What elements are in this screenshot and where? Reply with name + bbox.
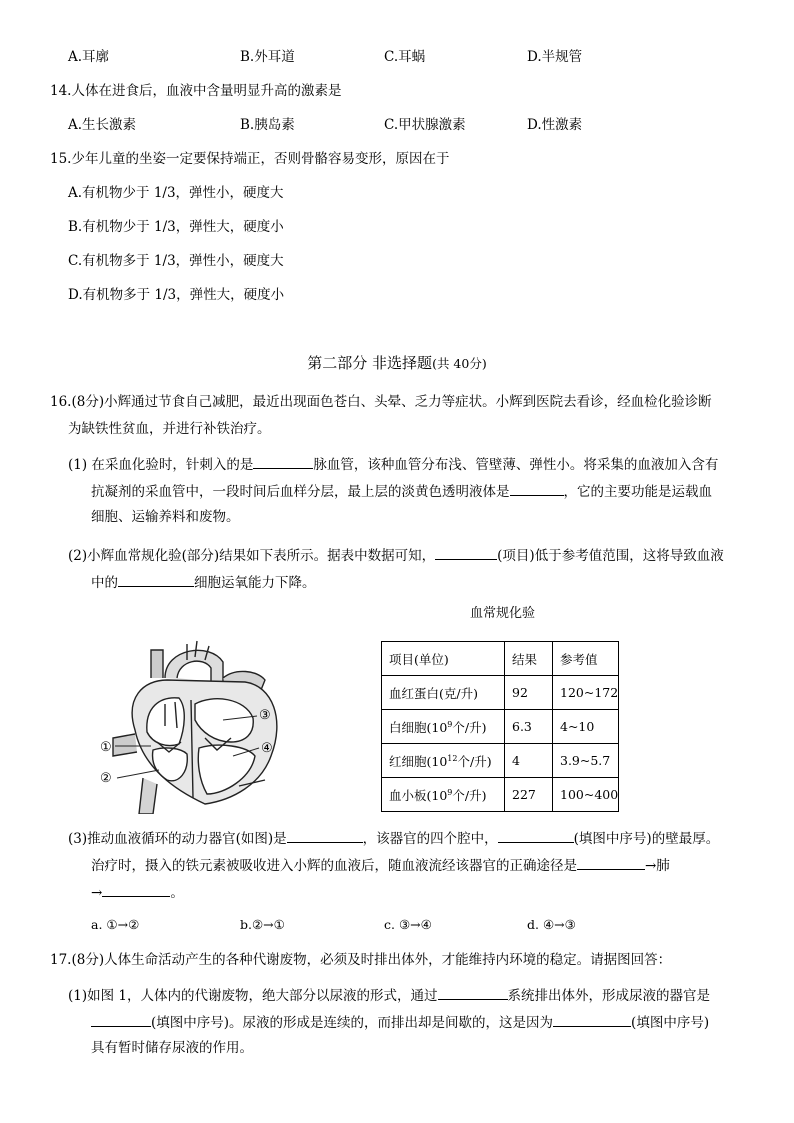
table-cell-ref: 100~400 <box>553 778 619 812</box>
table-cell-ref: 4~10 <box>553 710 619 744</box>
table-row <box>382 710 619 744</box>
q16-part3-option-c: c. ③→④ <box>384 917 432 932</box>
q16-part3-line3: → 。 <box>91 881 184 903</box>
q13-option-a: A.耳廓 <box>68 49 110 65</box>
q16-part1-line1: (1) 在采血化验时，针刺入的是 脉血管，该种血管分布浅、管壁薄、弹性小。将采集的血液加入含有 <box>68 453 718 475</box>
q14-option-d: D.性激素 <box>527 117 583 133</box>
q13-option-b: B.外耳道 <box>240 49 295 65</box>
q16-part1-line2: 抗凝剂的采血管中，一段时间后血样分层，最上层的淡黄色透明液体是 ，它的主要功能是运载血 <box>91 480 712 502</box>
section-title: 第二部分 非选择题(共 40分) <box>307 354 487 372</box>
heart-label-3: ③ <box>259 708 271 723</box>
q14-option-c: C.甲状腺激素 <box>384 117 466 133</box>
table-cell-item: 红细胞($10^{12}$个/升) <box>382 744 505 778</box>
answer-blank[interactable] <box>510 480 564 496</box>
q16-part3-option-d: d. ④→③ <box>527 917 576 932</box>
answer-blank[interactable] <box>118 571 194 587</box>
q16-part3-line2: 治疗时，摄入的铁元素被吸收进入小辉的血液后，随血液流经该器官的正确途径是 →肺 <box>91 854 670 876</box>
heart-label-1: ① <box>100 740 112 755</box>
table-header-item: 项目(单位) <box>382 642 505 676</box>
q16-part2-line1: (2)小辉血常规化验(部分)结果如下表所示。据表中数据可知， (项目)低于参考值范围，这将导致血液 <box>68 544 724 566</box>
answer-blank[interactable] <box>577 854 645 870</box>
q17-part1-line2: (填图中序号)。尿液的形成是连续的，而排出却是间歇的，这是因为 (填图中序号) <box>91 1011 709 1033</box>
q15-option-a: A.有机物少于 1/3，弹性小，硬度大 <box>68 185 284 201</box>
q16-part3-option-b: b.②→① <box>240 917 285 932</box>
q13-option-d: D.半规管 <box>527 49 583 65</box>
answer-blank[interactable] <box>435 544 497 560</box>
q15-option-d: D.有机物多于 1/3，弹性大，硬度小 <box>68 287 285 303</box>
q16-part3-option-a: a. ①→② <box>91 917 140 932</box>
q16-part3-line1: (3)推动血液循环的动力器官(如图)是 ，该器官的四个腔中， (填图中序号)的壁最厚。 <box>68 827 719 849</box>
q14-stem: 14.人体在进食后，血液中含量明显升高的激素是 <box>50 83 342 99</box>
table-title: 血常规化验 <box>470 606 536 621</box>
answer-blank[interactable] <box>287 827 363 843</box>
answer-blank[interactable] <box>498 827 574 843</box>
table-cell-result: 4 <box>505 744 553 778</box>
answer-blank[interactable] <box>102 881 170 897</box>
table-header-ref: 参考值 <box>553 642 619 676</box>
table-cell-item: 血红蛋白(克/升) <box>382 676 505 710</box>
q16-part2-line2: 中的 细胞运氧能力下降。 <box>91 571 316 593</box>
table-cell-result: 92 <box>505 676 553 710</box>
q15-option-c: C.有机物多于 1/3，弹性小，硬度大 <box>68 253 284 269</box>
q17-part1-line1: (1)如图 1，人体内的代谢废物，绝大部分以尿液的形式，通过 系统排出体外，形成尿液的器官是 <box>68 984 710 1006</box>
q17-part1-line3: 具有暂时储存尿液的作用。 <box>91 1040 253 1056</box>
table-cell-ref: 3.9~5.7 <box>553 744 619 778</box>
table-header-row <box>382 642 619 676</box>
q15-option-b: B.有机物少于 1/3，弹性大，硬度小 <box>68 219 284 235</box>
q17-stem: 17.(8分)人体生命活动产生的各种代谢废物，必须及时排出体外，才能维持内环境的稳定。请据图回答： <box>50 952 672 968</box>
q16-stem-line1: 16.(8分)小辉通过节食自己减肥，最近出现面色苍白、头晕、乏力等症状。小辉到医院去看诊，经血检化验诊断 <box>50 394 712 410</box>
q14-option-b: B.胰岛素 <box>240 117 295 133</box>
answer-blank[interactable] <box>438 984 508 1000</box>
table-row <box>382 778 619 812</box>
q14-option-a: A.生长激素 <box>68 117 137 133</box>
answer-blank[interactable] <box>253 453 313 469</box>
answer-blank[interactable] <box>553 1011 631 1027</box>
table-cell-item: 血小板($10^9$个/升) <box>382 778 505 812</box>
table-cell-result: 6.3 <box>505 710 553 744</box>
table-row <box>382 744 619 778</box>
blood-test-table <box>381 641 619 812</box>
table-cell-result: 227 <box>505 778 553 812</box>
heart-label-2: ② <box>100 771 112 786</box>
answer-blank[interactable] <box>91 1011 151 1027</box>
heart-label-4: ④ <box>261 741 273 756</box>
table-cell-ref: 120~172 <box>553 676 619 710</box>
q16-stem-line2: 为缺铁性贫血，并进行补铁治疗。 <box>68 421 271 437</box>
q16-part1-line3: 细胞、运输养料和废物。 <box>91 509 240 525</box>
q13-option-c: C.耳蜗 <box>384 49 426 65</box>
table-row <box>382 676 619 710</box>
q15-stem: 15.少年儿童的坐姿一定要保持端正，否则骨骼容易变形，原因在于 <box>50 151 450 167</box>
heart-diagram <box>95 638 295 814</box>
table-header-result: 结果 <box>505 642 553 676</box>
table-cell-item: 白细胞($10^9$个/升) <box>382 710 505 744</box>
